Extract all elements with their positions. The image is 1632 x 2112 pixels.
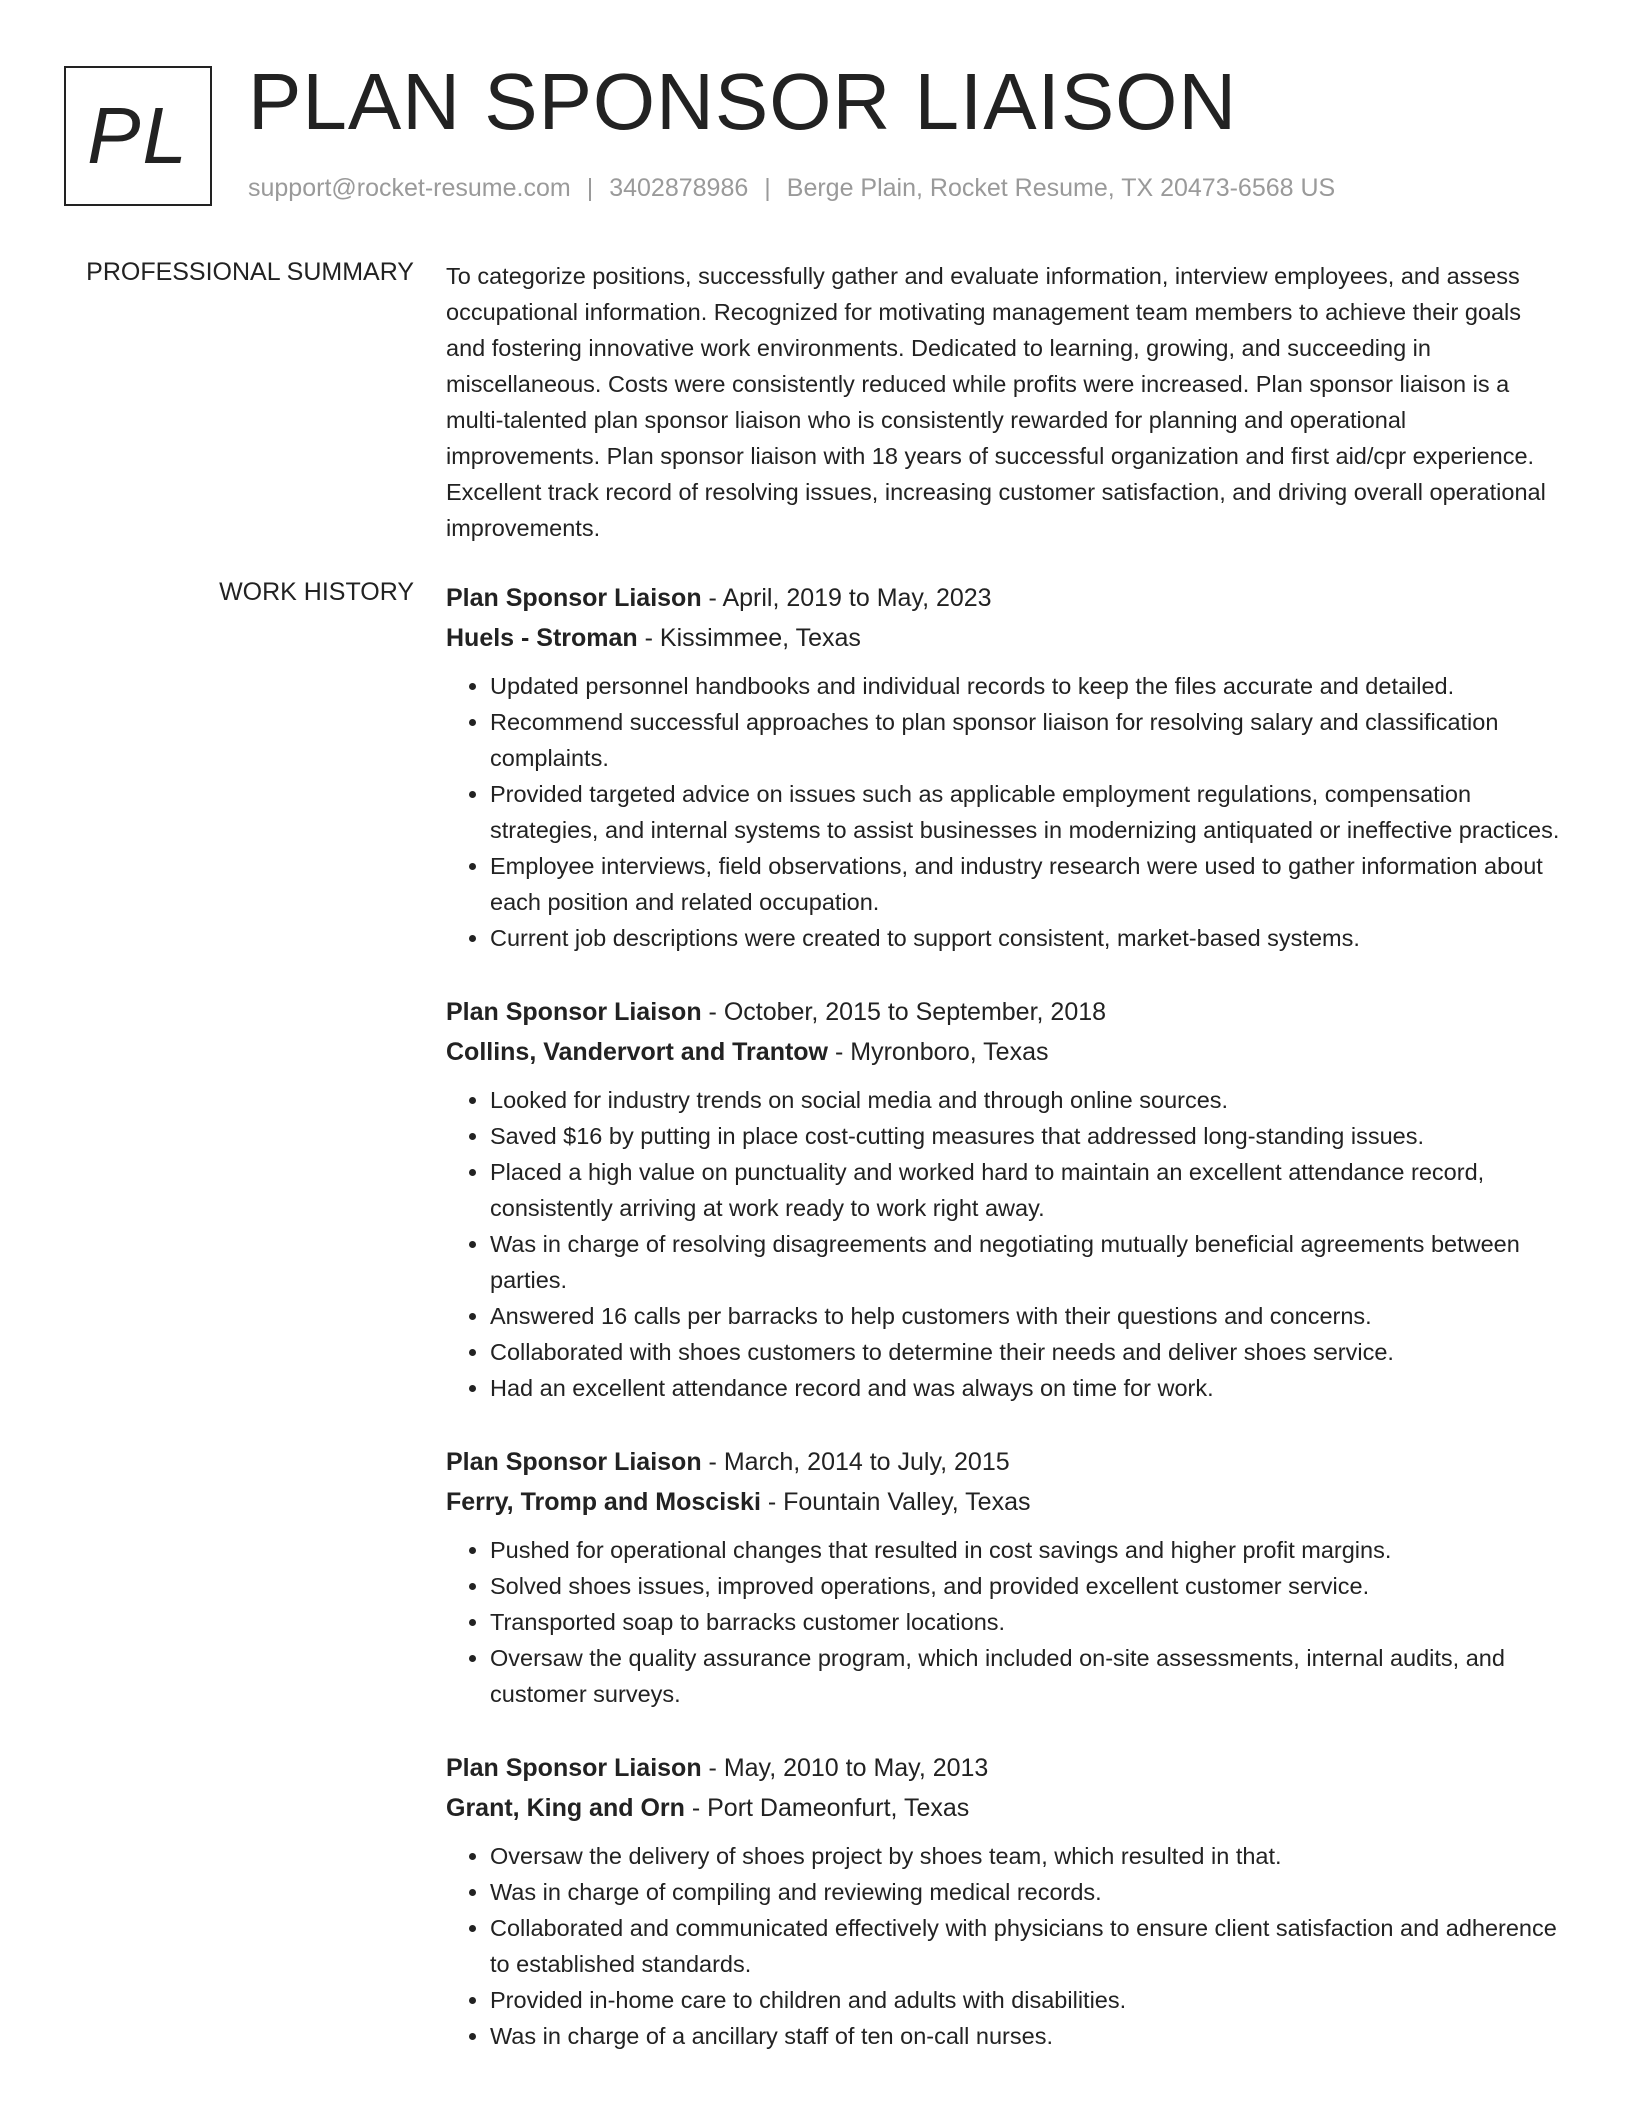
job-company-line [446, 618, 1566, 658]
job-bullet: • Collaborated with shoes customers to determine their needs and deliver shoes service. [490, 1334, 1566, 1370]
job-bullet: • Provided targeted advice on issues such as applicable employment regulations, compensation strategies, and internal systems to assist businesses in modernizing antiquated or ineffective practices. [490, 776, 1566, 848]
job-company-line [446, 1482, 1566, 1522]
contact-separator: | [586, 174, 594, 202]
job-location: - Fountain Valley, Texas [767, 1488, 1031, 1516]
job-bullet: • Employee interviews, field observations, and industry research were used to gather information about each position and related occupation. [490, 848, 1566, 920]
job-bullet: • Solved shoes issues, improved operations, and provided excellent customer service. [490, 1568, 1566, 1604]
job-bullet-list [446, 1532, 1566, 1712]
job-entry [446, 992, 1566, 1406]
job-entry [446, 1748, 1566, 2054]
job-bullet: • Was in charge of compiling and reviewing medical records. [490, 1874, 1566, 1910]
job-bullet: • Oversaw the quality assurance program, which included on-site assessments, internal audits, and customer surveys. [490, 1640, 1566, 1712]
job-bullet-list [446, 668, 1566, 956]
job-bullet: • Saved $16 by putting in place cost-cutting measures that addressed long-standing issues. [490, 1118, 1566, 1154]
job-location: - Port Dameonfurt, Texas [691, 1794, 970, 1822]
job-location: - Myronboro, Texas [834, 1038, 1049, 1066]
job-dates: - March, 2014 to July, 2015 [708, 1448, 1010, 1476]
job-bullet: • Was in charge of resolving disagreements and negotiating mutually beneficial agreements between parties. [490, 1226, 1566, 1298]
job-bullet: • Was in charge of a ancillary staff of ten on-call nurses. [490, 2018, 1566, 2054]
job-title-line [446, 992, 1566, 1032]
job-bullet: • Looked for industry trends on social media and through online sources. [490, 1082, 1566, 1118]
job-company: Huels - Stroman [446, 624, 638, 652]
page-title: PLAN SPONSOR LIAISON [248, 57, 1238, 146]
job-list [446, 578, 1566, 2090]
job-bullet: • Placed a high value on punctuality and worked hard to maintain an excellent attendance record, consistently arriving at work ready to work right away. [490, 1154, 1566, 1226]
job-bullet: • Provided in-home care to children and adults with disabilities. [490, 1982, 1566, 2018]
job-bullet: • Collaborated and communicated effectively with physicians to ensure client satisfaction and adherence to established standards. [490, 1910, 1566, 1982]
monogram-initials: PL [87, 91, 189, 180]
job-title-line [446, 1748, 1566, 1788]
job-bullet: • Recommend successful approaches to plan sponsor liaison for resolving salary and classification complaints. [490, 704, 1566, 776]
job-title: Plan Sponsor Liaison [446, 584, 702, 612]
job-bullet: • Updated personnel handbooks and individual records to keep the files accurate and detailed. [490, 668, 1566, 704]
job-bullet: • Transported soap to barracks customer locations. [490, 1604, 1566, 1640]
job-bullet: • Pushed for operational changes that resulted in cost savings and higher profit margins. [490, 1532, 1566, 1568]
job-bullet-list [446, 1838, 1566, 2054]
job-company-line [446, 1788, 1566, 1828]
contact-separator: | [764, 174, 771, 202]
job-title: Plan Sponsor Liaison [446, 998, 702, 1026]
job-title: Plan Sponsor Liaison [446, 1754, 702, 1782]
job-company-line [446, 1032, 1566, 1072]
job-company: Ferry, Tromp and Mosciski [446, 1488, 761, 1516]
job-bullet: • Had an excellent attendance record and was always on time for work. [490, 1370, 1566, 1406]
work-history-heading: WORK HISTORY [219, 578, 414, 606]
job-dates: - May, 2010 to May, 2013 [708, 1754, 989, 1782]
job-bullet: • Current job descriptions were created to support consistent, market-based systems. [490, 920, 1566, 956]
summary-text: To categorize positions, successfully gather and evaluate information, interview employees, and assess occupational information. Recognized for motivating management team members to achieve their goals and fostering innovative work environments. Dedicated to learning, growing, and succeeding in miscellaneous. Costs were consistently reduced while profits were increased. Plan sponsor liaison is a multi-talented plan sponsor liaison who is consistently rewarded for planning and operational improvements. Plan sponsor liaison with 18 years of successful organization and first aid/cpr experience. Excellent track record of resolving issues, increasing customer satisfaction, and driving overall operational improvements. [446, 263, 1546, 541]
job-location: - Kissimmee, Texas [644, 624, 861, 652]
summary-heading: PROFESSIONAL SUMMARY [86, 258, 414, 286]
contact-address: Berge Plain, Rocket Resume, TX 20473-6568 US [786, 174, 1336, 202]
job-entry [446, 578, 1566, 956]
contact-line [248, 174, 1335, 203]
contact-email: support@rocket-resume.com [248, 174, 571, 202]
job-title-line [446, 578, 1566, 618]
job-bullet: • Oversaw the delivery of shoes project by shoes team, which resulted in that. [490, 1838, 1566, 1874]
job-entry [446, 1442, 1566, 1712]
job-dates: - October, 2015 to September, 2018 [708, 998, 1107, 1026]
job-bullet-list [446, 1082, 1566, 1406]
job-company: Grant, King and Orn [446, 1794, 685, 1822]
job-title-line [446, 1442, 1566, 1482]
job-company: Collins, Vandervort and Trantow [446, 1038, 829, 1066]
job-dates: - April, 2019 to May, 2023 [708, 584, 992, 612]
job-bullet: • Answered 16 calls per barracks to help customers with their questions and concerns. [490, 1298, 1566, 1334]
monogram-box [64, 66, 212, 206]
job-title: Plan Sponsor Liaison [446, 1448, 702, 1476]
contact-phone: 3402878986 [609, 174, 749, 202]
